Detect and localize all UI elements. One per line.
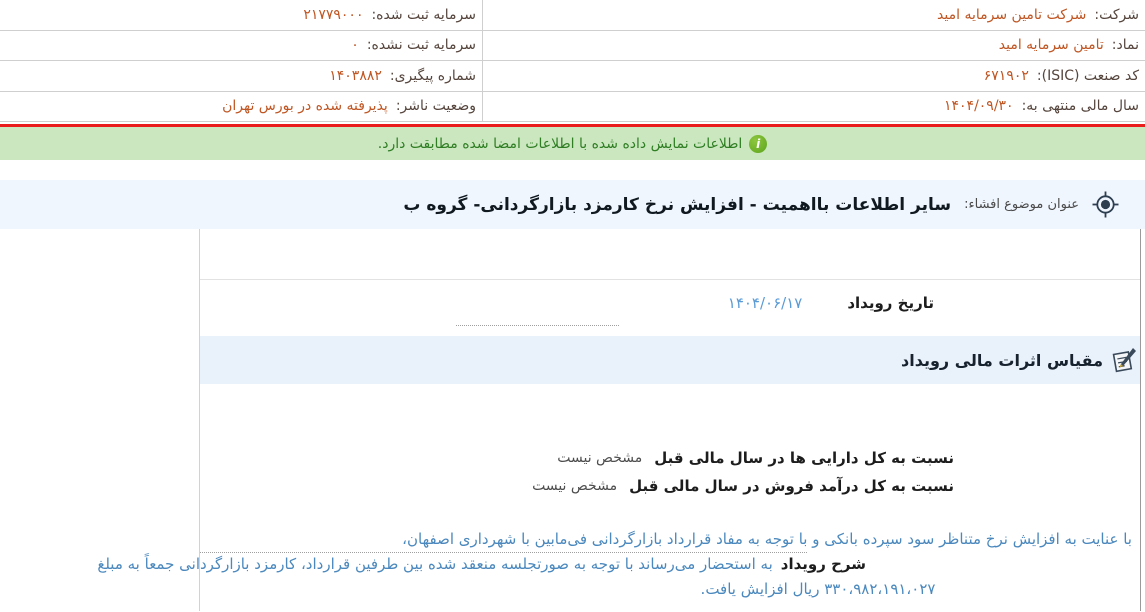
section-title: مقیاس اثرات مالی رویداد [901, 350, 1103, 370]
field-label: نماد: [1111, 37, 1139, 54]
subject-label: عنوان موضوع افشاء: [964, 197, 1079, 212]
description-text-line1: با عنایت به افزایش نرخ متناظر سود سپرده بانکی و با توجه به مفاد قرارداد بازارگردانی فی‌مابین با شهرداری اصفهان، [402, 530, 1132, 548]
field-value: ۶۷۱۹۰۲ [983, 67, 1029, 84]
isic-code-field [483, 61, 1145, 92]
ratio-label: نسبت به کل درآمد فروش در سال مالی قبل [629, 477, 954, 495]
event-date-row [200, 280, 1140, 326]
field-label: سرمایه ثبت شده: [371, 6, 476, 23]
tracking-number-field [0, 61, 483, 92]
field-value: شرکت تامین سرمایه امید [937, 6, 1087, 23]
ratio-rows [200, 444, 1140, 500]
target-icon [1092, 191, 1119, 218]
field-label: شماره پیگیری: [389, 67, 476, 84]
description-text-line2: به استحضار می‌رساند با توجه به صورتجلسه منعقد شده بین طرفین قرارداد، کارمزد بازارگردانی جمعاً به مبلغ [97, 555, 773, 573]
signature-match-banner [0, 127, 1145, 160]
info-icon: i [749, 135, 767, 153]
event-date-value: ۱۴۰۴/۰۶/۱۷ [727, 294, 803, 312]
disclosure-form-panel [97, 229, 1141, 611]
unregistered-capital-field [0, 31, 483, 62]
ratio-total-revenue-row [200, 472, 1140, 500]
notepad-pencil-icon [1109, 346, 1137, 374]
disclosure-subject-row [0, 180, 1145, 229]
description-text-line3: ۳۳۰،۹۸۲،۱۹۱،۰۲۷ ریال افزایش یافت. [700, 580, 936, 598]
company-field [483, 0, 1145, 31]
description-label: شرح رویداد [780, 555, 866, 573]
field-value: ۲۱۷۷۹۰۰۰ [303, 6, 364, 23]
symbol-field [483, 31, 1145, 62]
financial-effects-section-header [200, 336, 1140, 384]
subject-title: سایر اطلاعات بااهمیت - افزایش نرخ کارمزد بازارگردانی- گروه ب [403, 194, 952, 215]
issuer-status-field [0, 92, 483, 123]
field-value: پذیرفته شده در بورس تهران [222, 98, 388, 115]
field-value: ۱۴۰۳۸۸۲ [329, 67, 382, 84]
field-value: تامین سرمایه امید [998, 37, 1104, 54]
field-label: وضعیت ناشر: [395, 98, 476, 115]
field-value: ۱۴۰۴/۰۹/۳۰ [943, 98, 1014, 115]
ratio-value: مشخص نیست [557, 450, 643, 466]
event-description-row [97, 527, 1140, 602]
field-label: کد صنعت (ISIC): [1036, 67, 1139, 84]
fiscal-year-field [483, 92, 1145, 123]
banner-message: اطلاعات نمایش داده شده با اطلاعات امضا شده مطابقت دارد. [377, 135, 743, 152]
ratio-label: نسبت به کل دارایی ها در سال مالی قبل [654, 449, 954, 467]
event-date-label: تاریخ رویداد [847, 294, 934, 312]
dotted-underline [456, 325, 619, 326]
field-label: سرمایه ثبت نشده: [366, 37, 476, 54]
ratio-total-assets-row [200, 444, 1140, 472]
empty-row [200, 229, 1140, 280]
dotted-underline [200, 552, 807, 553]
company-info-table [0, 0, 1145, 122]
registered-capital-field [0, 0, 483, 31]
field-value: ۰ [351, 37, 359, 54]
field-label: سال مالی منتهی به: [1021, 98, 1139, 115]
ratio-value: مشخص نیست [532, 478, 618, 494]
field-label: شرکت: [1094, 6, 1139, 23]
